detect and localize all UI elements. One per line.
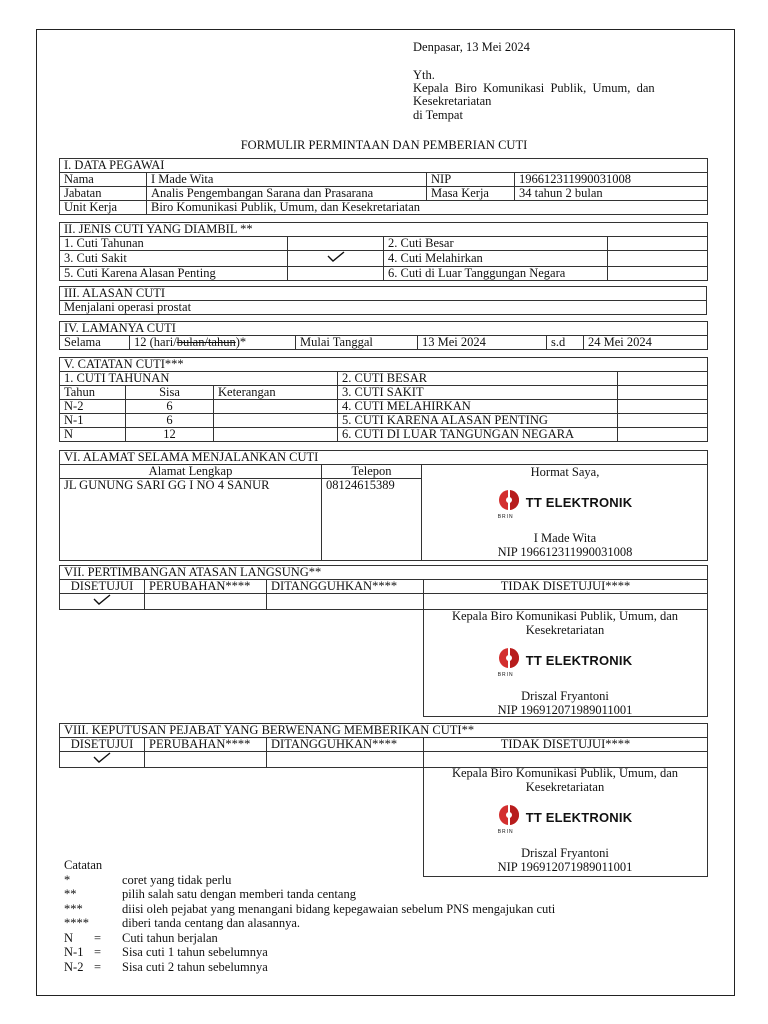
checkbox-cuti-besar[interactable]: [608, 237, 708, 251]
option-cuti-melahirkan: 4. Cuti Melahirkan: [384, 251, 608, 267]
section-alasan-cuti: [59, 286, 707, 315]
nama-label: Nama: [60, 173, 147, 187]
logo-text: TT ELEKTRONIK: [525, 653, 633, 668]
table-row-ket: [214, 428, 338, 442]
other-leave-5: 6. CUTI DI LUAR TANGUNGAN NEGARA: [338, 428, 618, 442]
end-date: 24 Mei 2024: [584, 336, 708, 350]
note-item: N-1 = Sisa cuti 1 tahun sebelumnya: [64, 945, 268, 959]
section-keputusan-pejabat: [59, 723, 708, 768]
checkbox-cuti-luar-tanggungan[interactable]: [608, 267, 708, 281]
table-row-tahun: N-1: [60, 414, 126, 428]
checkmark-icon: [93, 752, 111, 764]
option-cuti-besar: 2. Cuti Besar: [384, 237, 608, 251]
jabatan-label: Jabatan: [60, 187, 147, 201]
table-row-tahun: N-2: [60, 400, 126, 414]
official-title-line-1: Kepala Biro Komunikasi Publik, Umum, dan: [451, 609, 679, 623]
signer-nip: NIP 196912071989011001: [497, 860, 633, 874]
col-perubahan: PERUBAHAN****: [145, 738, 267, 752]
checkbox-disetujui[interactable]: [60, 752, 145, 768]
checkmark-icon: [327, 251, 345, 263]
other-leave-3: 4. CUTI MELAHIRKAN: [338, 400, 618, 414]
unit-kerja-label: Unit Kerja: [60, 201, 147, 215]
section-title: I. DATA PEGAWAI: [60, 159, 708, 173]
table-row-sisa: 12: [126, 428, 214, 442]
notes-title: Catatan: [64, 858, 103, 872]
section-title: VIII. KEPUTUSAN PEJABAT YANG BERWENANG MEMBERIKAN CUTI**: [60, 724, 708, 738]
col-tidak-disetujui: TIDAK DISETUJUI****: [424, 580, 708, 594]
col-telepon: Telepon: [322, 465, 422, 479]
tte-logo: [423, 646, 707, 676]
checkbox-ditangguhkan[interactable]: [267, 594, 424, 610]
section-catatan-cuti: [59, 357, 708, 442]
option-cuti-alasan-penting: 5. Cuti Karena Alasan Penting: [60, 267, 288, 281]
applicant-signature-block: [423, 465, 707, 559]
note-item: ** pilih salah satu dengan memberi tanda centang: [64, 887, 356, 901]
checkbox-perubahan[interactable]: [145, 594, 267, 610]
option-cuti-tahunan: 1. Cuti Tahunan: [60, 237, 288, 251]
section-lamanya-cuti: [59, 321, 708, 350]
table-row-sisa: 6: [126, 414, 214, 428]
other-leave-4: 5. CUTI KARENA ALASAN PENTING: [338, 414, 618, 428]
annual-leave-title: 1. CUTI TAHUNAN: [60, 372, 338, 386]
unit-kerja-value: Biro Komunikasi Publik, Umum, dan Kesekretariatan: [147, 201, 708, 215]
brin-logo-icon: BRIN: [498, 489, 520, 517]
other-leave-3-value: [618, 400, 708, 414]
note-item: *** diisi oleh pejabat yang menangani bidang kepegawaian sebelum PNS mengajukan cuti: [64, 901, 556, 916]
section-title: IV. LAMANYA CUTI: [60, 322, 708, 336]
duration-value: 12 (hari/bulan/tahun)*: [130, 336, 296, 350]
signer-nip: NIP 196612311990031008: [497, 545, 633, 559]
brin-logo-icon: BRIN: [498, 647, 520, 675]
checkbox-cuti-sakit[interactable]: [288, 251, 384, 267]
tte-logo: [423, 488, 707, 518]
checkbox-perubahan[interactable]: [145, 752, 267, 768]
start-date: 13 Mei 2024: [418, 336, 547, 350]
col-keterangan: Keterangan: [214, 386, 338, 400]
note-item: **** diberi tanda centang dan alasannya.: [64, 916, 301, 930]
section-data-pegawai: [59, 158, 708, 215]
section-jenis-cuti: [59, 222, 708, 281]
form-title: FORMULIR PERMINTAAN DAN PEMBERIAN CUTI: [240, 138, 528, 152]
brin-logo-icon: BRIN: [498, 804, 520, 832]
alamat-value: JL GUNUNG SARI GG I NO 4 SANUR: [60, 479, 322, 561]
note-item: * coret yang tidak perlu: [64, 872, 232, 887]
signer-nip: NIP 196912071989011001: [497, 703, 633, 717]
mulai-tanggal-label: Mulai Tanggal: [296, 336, 418, 350]
signer-name: I Made Wita: [533, 531, 597, 545]
col-disetujui: DISETUJUI: [60, 738, 145, 752]
checkbox-cuti-tahunan[interactable]: [288, 237, 384, 251]
col-ditangguhkan: DITANGGUHKAN****: [267, 580, 424, 594]
checkmark-icon: [93, 594, 111, 606]
alasan-value: Menjalani operasi prostat: [60, 301, 707, 315]
telepon-value: 08124615389: [322, 479, 422, 561]
recipient-line-1: Kepala Biro Komunikasi Publik, Umum, dan: [413, 81, 655, 95]
table-row-sisa: 6: [126, 400, 214, 414]
jabatan-value: Analis Pengembangan Sarana dan Prasarana: [147, 187, 427, 201]
section-title: III. ALASAN CUTI: [60, 287, 707, 301]
table-row-ket: [214, 414, 338, 428]
note-item: N = Cuti tahun berjalan: [64, 930, 218, 945]
col-alamat: Alamat Lengkap: [60, 465, 322, 479]
place-date: Denpasar, 13 Mei 2024: [413, 40, 530, 54]
logo-text: TT ELEKTRONIK: [525, 495, 633, 510]
signer-name: Driszal Fryantoni: [521, 846, 609, 860]
hormat-saya: Hormat Saya,: [530, 465, 600, 479]
official-title-line-1: Kepala Biro Komunikasi Publik, Umum, dan: [451, 766, 679, 780]
section-pertimbangan-atasan: [59, 565, 708, 610]
salutation: Yth.: [413, 68, 435, 82]
col-perubahan: PERUBAHAN****: [145, 580, 267, 594]
checkbox-cuti-melahirkan[interactable]: [608, 251, 708, 267]
official-title-line-2: Kesekretariatan: [525, 623, 605, 637]
checkbox-ditangguhkan[interactable]: [267, 752, 424, 768]
masa-kerja-value: 34 tahun 2 bulan: [515, 187, 708, 201]
nip-label: NIP: [427, 173, 515, 187]
section-title: VI. ALAMAT SELAMA MENJALANKAN CUTI: [60, 451, 708, 465]
sd-label: s.d: [547, 336, 584, 350]
notes-block: [64, 858, 555, 974]
recipient-line-2: Kesekretariatan: [413, 94, 492, 108]
official-title-line-2: Kesekretariatan: [525, 780, 605, 794]
masa-kerja-label: Masa Kerja: [427, 187, 515, 201]
selama-label: Selama: [60, 336, 130, 350]
col-tidak-disetujui: TIDAK DISETUJUI****: [424, 738, 708, 752]
col-disetujui: DISETUJUI: [60, 580, 145, 594]
tte-logo: [423, 803, 707, 833]
other-leave-2: 3. CUTI SAKIT: [338, 386, 618, 400]
other-leave-1-value: [618, 372, 708, 386]
col-tahun: Tahun: [60, 386, 126, 400]
section-title: V. CATATAN CUTI***: [60, 358, 708, 372]
note-item: N-2 = Sisa cuti 2 tahun sebelumnya: [64, 959, 268, 974]
other-leave-4-value: [618, 414, 708, 428]
recipient-line-3: di Tempat: [413, 108, 463, 122]
nip-value: 196612311990031008: [515, 173, 708, 187]
option-cuti-luar-tanggungan: 6. Cuti di Luar Tanggungan Negara: [384, 267, 608, 281]
other-leave-5-value: [618, 428, 708, 442]
signer-name: Driszal Fryantoni: [521, 689, 609, 703]
table-row-ket: [214, 400, 338, 414]
section-title: II. JENIS CUTI YANG DIAMBIL **: [60, 223, 708, 237]
section-title: VII. PERTIMBANGAN ATASAN LANGSUNG**: [60, 566, 708, 580]
col-sisa: Sisa: [126, 386, 214, 400]
nama-value: I Made Wita: [147, 173, 427, 187]
other-leave-1: 2. CUTI BESAR: [338, 372, 618, 386]
checkbox-cuti-alasan-penting[interactable]: [288, 267, 384, 281]
table-row-tahun: N: [60, 428, 126, 442]
checkbox-disetujui[interactable]: [60, 594, 145, 610]
other-leave-2-value: [618, 386, 708, 400]
logo-text: TT ELEKTRONIK: [525, 810, 633, 825]
col-ditangguhkan: DITANGGUHKAN****: [267, 738, 424, 752]
atasan-signature-block: [423, 609, 707, 717]
option-cuti-sakit: 3. Cuti Sakit: [60, 251, 288, 267]
